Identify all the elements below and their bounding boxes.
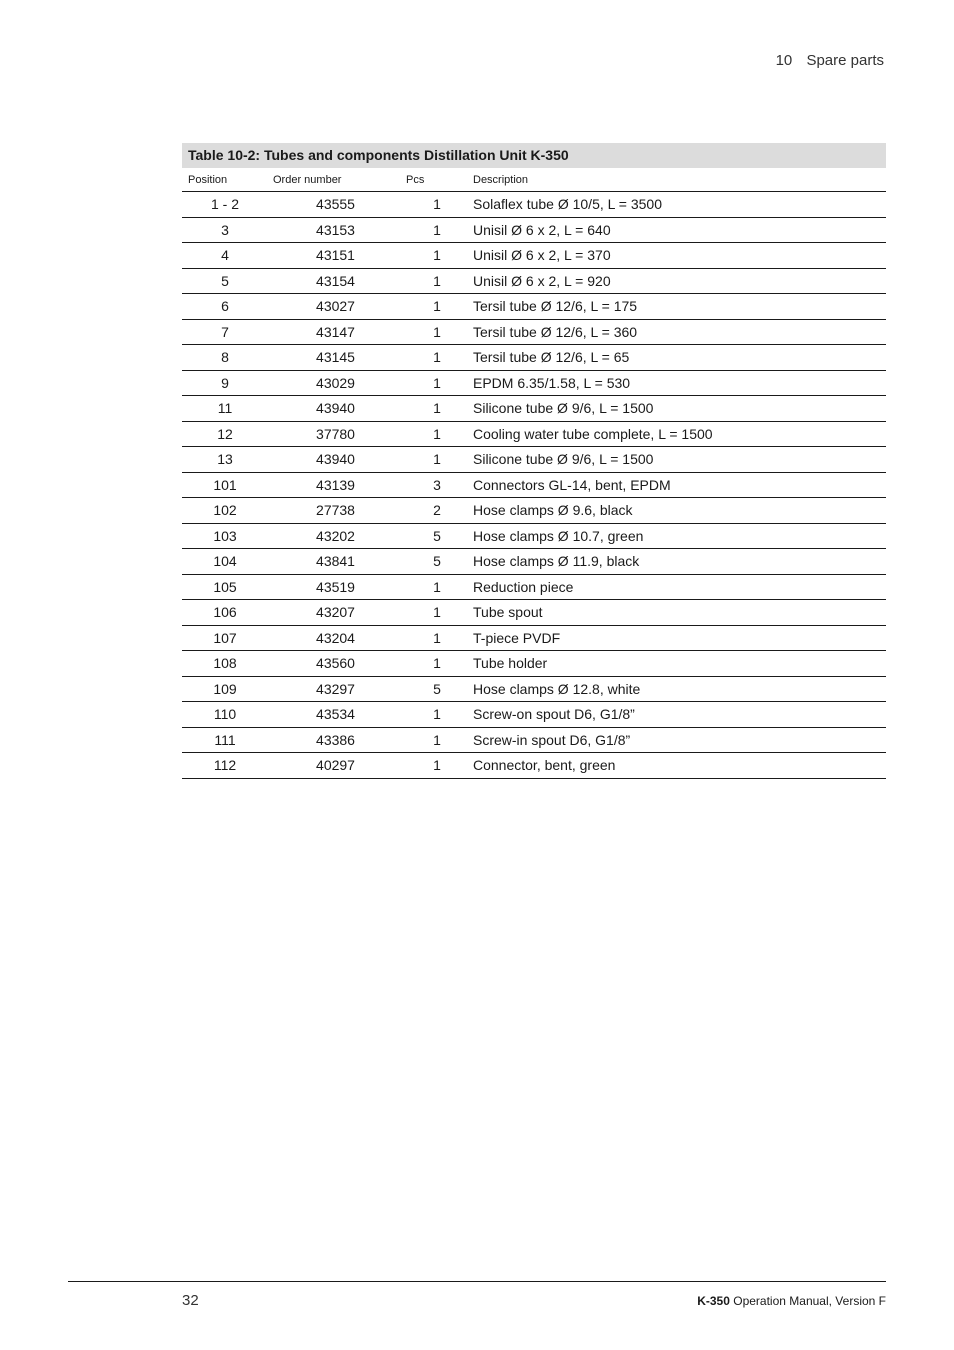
table-row xyxy=(182,345,886,371)
cell-position: 102 xyxy=(182,498,268,524)
cell-position: 103 xyxy=(182,523,268,549)
cell-order-number: 43153 xyxy=(268,217,403,243)
cell-pcs: 1 xyxy=(403,753,471,779)
table-row xyxy=(182,600,886,626)
cell-order-number: 37780 xyxy=(268,421,403,447)
cell-position: 109 xyxy=(182,676,268,702)
cell-order-number: 43147 xyxy=(268,319,403,345)
cell-pcs: 2 xyxy=(403,498,471,524)
cell-description: EPDM 6.35/1.58, L = 530 xyxy=(471,370,886,396)
cell-pcs: 1 xyxy=(403,702,471,728)
cell-description: Unisil Ø 6 x 2, L = 370 xyxy=(471,243,886,269)
table-row xyxy=(182,217,886,243)
cell-description: Connectors GL-14, bent, EPDM xyxy=(471,472,886,498)
table-row xyxy=(182,421,886,447)
cell-pcs: 1 xyxy=(403,268,471,294)
cell-pcs: 1 xyxy=(403,600,471,626)
column-header-pcs: Pcs xyxy=(403,168,471,192)
cell-description: Screw-on spout D6, G1/8” xyxy=(471,702,886,728)
cell-pcs: 1 xyxy=(403,625,471,651)
cell-position: 9 xyxy=(182,370,268,396)
chapter-number: 10 xyxy=(775,52,793,69)
cell-order-number: 27738 xyxy=(268,498,403,524)
cell-order-number: 43534 xyxy=(268,702,403,728)
cell-pcs: 1 xyxy=(403,727,471,753)
table-row xyxy=(182,651,886,677)
cell-description: Connector, bent, green xyxy=(471,753,886,779)
cell-order-number: 43029 xyxy=(268,370,403,396)
cell-pcs: 1 xyxy=(403,396,471,422)
table-header-row xyxy=(182,168,886,192)
cell-position: 5 xyxy=(182,268,268,294)
footer-doc-title: Operation Manual, Version F xyxy=(733,1294,886,1308)
spare-parts-table xyxy=(182,143,886,779)
footer-divider xyxy=(68,1281,886,1282)
cell-description: Hose clamps Ø 10.7, green xyxy=(471,523,886,549)
cell-order-number: 43139 xyxy=(268,472,403,498)
running-header xyxy=(776,52,884,69)
cell-description: Silicone tube Ø 9/6, L = 1500 xyxy=(471,396,886,422)
cell-description: Tube holder xyxy=(471,651,886,677)
cell-order-number: 43841 xyxy=(268,549,403,575)
cell-position: 11 xyxy=(182,396,268,422)
cell-order-number: 43940 xyxy=(268,396,403,422)
cell-order-number: 43151 xyxy=(268,243,403,269)
cell-position: 12 xyxy=(182,421,268,447)
cell-pcs: 1 xyxy=(403,574,471,600)
cell-description: Tersil tube Ø 12/6, L = 65 xyxy=(471,345,886,371)
cell-order-number: 43940 xyxy=(268,447,403,473)
table-row xyxy=(182,727,886,753)
cell-position: 105 xyxy=(182,574,268,600)
table-row xyxy=(182,753,886,779)
cell-pcs: 1 xyxy=(403,192,471,218)
cell-position: 108 xyxy=(182,651,268,677)
cell-order-number: 43027 xyxy=(268,294,403,320)
cell-position: 13 xyxy=(182,447,268,473)
cell-order-number: 43204 xyxy=(268,625,403,651)
cell-position: 7 xyxy=(182,319,268,345)
table-body xyxy=(182,192,886,779)
table-row xyxy=(182,243,886,269)
cell-pcs: 1 xyxy=(403,370,471,396)
table-row xyxy=(182,549,886,575)
cell-pcs: 1 xyxy=(403,294,471,320)
cell-description: Unisil Ø 6 x 2, L = 920 xyxy=(471,268,886,294)
table-row xyxy=(182,702,886,728)
footer-document-title xyxy=(697,1294,886,1308)
cell-position: 1 - 2 xyxy=(182,192,268,218)
table-row xyxy=(182,370,886,396)
table-row xyxy=(182,294,886,320)
cell-pcs: 1 xyxy=(403,217,471,243)
cell-pcs: 5 xyxy=(403,523,471,549)
cell-description: Screw-in spout D6, G1/8” xyxy=(471,727,886,753)
cell-pcs: 5 xyxy=(403,549,471,575)
table-row xyxy=(182,268,886,294)
cell-position: 110 xyxy=(182,702,268,728)
cell-order-number: 43519 xyxy=(268,574,403,600)
table-caption: Table 10-2: Tubes and components Distillation Unit K-350 xyxy=(182,143,886,168)
cell-position: 107 xyxy=(182,625,268,651)
cell-position: 4 xyxy=(182,243,268,269)
table-row xyxy=(182,472,886,498)
cell-position: 112 xyxy=(182,753,268,779)
cell-order-number: 43202 xyxy=(268,523,403,549)
cell-description: Solaflex tube Ø 10/5, L = 3500 xyxy=(471,192,886,218)
cell-pcs: 3 xyxy=(403,472,471,498)
table-row xyxy=(182,574,886,600)
page-number: 32 xyxy=(182,1292,199,1309)
cell-pcs: 1 xyxy=(403,345,471,371)
cell-description: Hose clamps Ø 9.6, black xyxy=(471,498,886,524)
cell-position: 106 xyxy=(182,600,268,626)
cell-description: Silicone tube Ø 9/6, L = 1500 xyxy=(471,447,886,473)
cell-order-number: 43154 xyxy=(268,268,403,294)
cell-order-number: 43386 xyxy=(268,727,403,753)
table-row xyxy=(182,396,886,422)
cell-order-number: 43145 xyxy=(268,345,403,371)
cell-order-number: 43560 xyxy=(268,651,403,677)
parts-table xyxy=(182,168,886,779)
table-row xyxy=(182,625,886,651)
cell-description: Hose clamps Ø 12.8, white xyxy=(471,676,886,702)
column-header-order-number: Order number xyxy=(268,168,403,192)
cell-position: 104 xyxy=(182,549,268,575)
column-header-position: Position xyxy=(182,168,268,192)
cell-position: 101 xyxy=(182,472,268,498)
cell-description: Tersil tube Ø 12/6, L = 360 xyxy=(471,319,886,345)
table-row xyxy=(182,523,886,549)
table-row xyxy=(182,676,886,702)
chapter-title: Spare parts xyxy=(806,52,884,69)
cell-description: Cooling water tube complete, L = 1500 xyxy=(471,421,886,447)
cell-position: 8 xyxy=(182,345,268,371)
table-row xyxy=(182,192,886,218)
table-row xyxy=(182,319,886,345)
cell-pcs: 1 xyxy=(403,651,471,677)
table-row xyxy=(182,498,886,524)
footer-product-name: K-350 xyxy=(697,1294,730,1308)
cell-description: Tersil tube Ø 12/6, L = 175 xyxy=(471,294,886,320)
cell-pcs: 1 xyxy=(403,421,471,447)
cell-order-number: 40297 xyxy=(268,753,403,779)
cell-description: Unisil Ø 6 x 2, L = 640 xyxy=(471,217,886,243)
column-header-description: Description xyxy=(471,168,886,192)
cell-pcs: 1 xyxy=(403,243,471,269)
table-row xyxy=(182,447,886,473)
cell-description: Tube spout xyxy=(471,600,886,626)
cell-description: Hose clamps Ø 11.9, black xyxy=(471,549,886,575)
cell-position: 6 xyxy=(182,294,268,320)
cell-order-number: 43297 xyxy=(268,676,403,702)
cell-pcs: 1 xyxy=(403,319,471,345)
cell-pcs: 5 xyxy=(403,676,471,702)
cell-position: 3 xyxy=(182,217,268,243)
cell-order-number: 43555 xyxy=(268,192,403,218)
cell-description: Reduction piece xyxy=(471,574,886,600)
cell-position: 111 xyxy=(182,727,268,753)
cell-order-number: 43207 xyxy=(268,600,403,626)
cell-description: T-piece PVDF xyxy=(471,625,886,651)
cell-pcs: 1 xyxy=(403,447,471,473)
